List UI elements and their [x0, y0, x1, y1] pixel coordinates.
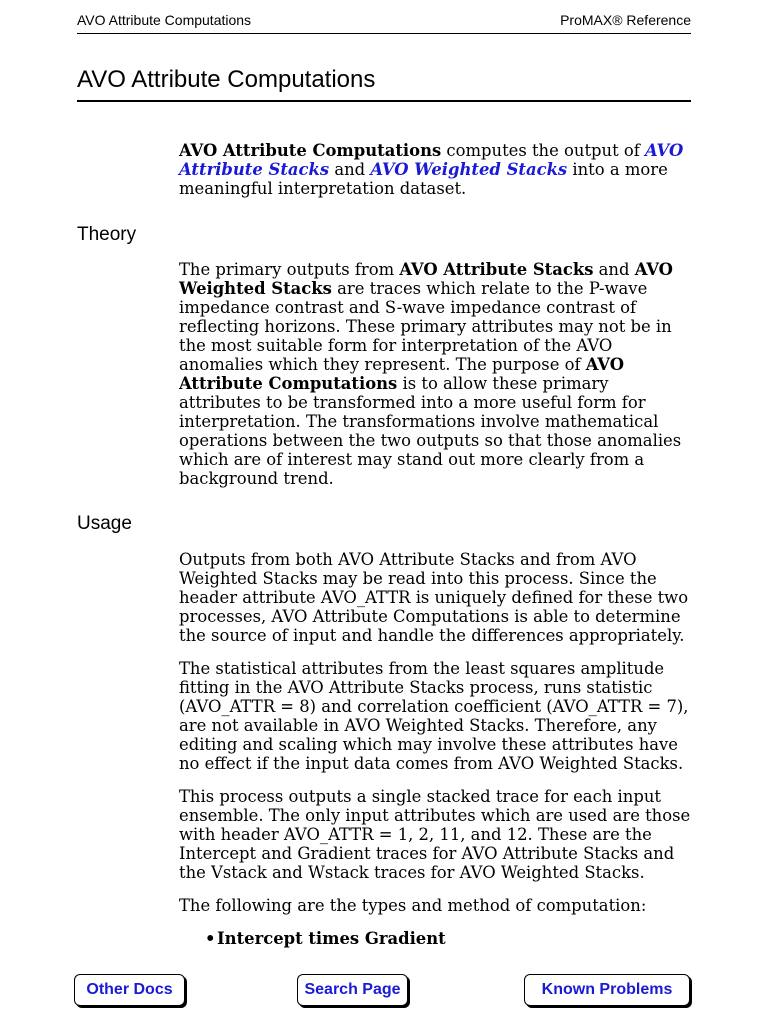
link-avo-attribute-stacks[interactable]: AVO Attribute Stacks [179, 141, 684, 179]
usage-paragraph-3: This process outputs a single stacked trace for each input ensemble. The only input attributes which are used are those with header AVO_ATTR = 1, 2, 11, and 12. These are the Intercept and Gradient traces for AVO Attribute Stacks and the Vstack and Wstack traces for AVO Weighted Stacks. [179, 787, 691, 882]
intro-text-3: into a more meaningful interpretation dataset. [179, 160, 668, 198]
search-page-button[interactable]: Search Page [297, 974, 408, 1006]
other-docs-button[interactable]: Other Docs [74, 974, 185, 1006]
usage-paragraph-1: Outputs from both AVO Attribute Stacks and from AVO Weighted Stacks may be read into this process. Since the header attribute AVO_ATTR is uniquely defined for these two processes, AVO Attribute Computations is able to determine the source of input and handle the differences appropriately. [179, 550, 689, 645]
usage-block [179, 550, 691, 962]
theory-block [179, 260, 691, 502]
theory-bold-weighted-stacks: AVO Weighted Stacks [179, 260, 673, 298]
theory-paragraph [179, 260, 691, 488]
usage-paragraph-4: The following are the types and method of computation: [179, 896, 647, 915]
bullet-item [179, 929, 691, 948]
header-doc-title: AVO Attribute Computations [77, 12, 252, 28]
bullet-intercept-times-gradient: Intercept times Gradient [217, 929, 446, 948]
section-heading-theory: Theory [77, 224, 137, 245]
intro-paragraph [179, 141, 691, 198]
theory-text-2: and [593, 260, 635, 279]
intro-text-1: computes the output of [441, 141, 646, 160]
intro-paragraph-block [179, 141, 691, 212]
usage-paragraph-2: The statistical attributes from the least squares amplitude fitting in the AVO Attribute Stacks process, runs statistic (AVO_ATTR = 8) and correlation coefficient (AVO_ATTR = 7), are not available in AVO Weighted Stacks. Therefore, any editing and scaling which may involve these attributes have no effect if the input data comes from AVO Weighted Stacks. [179, 659, 689, 773]
theory-bold-attribute-computations: AVO Attribute Computations [179, 355, 624, 393]
section-heading-usage: Usage [77, 513, 132, 534]
theory-bold-attribute-stacks: AVO Attribute Stacks [399, 260, 594, 279]
theory-text-4: is to allow these primary attributes to be transformed into a more useful form for interpretation. The transformations involve mathematical operations between the two outputs so that those anomalies which are of interest may stand out more clearly from a background trend. [179, 374, 682, 488]
page-title: AVO Attribute Computations [77, 64, 691, 102]
known-problems-button[interactable]: Known Problems [524, 974, 690, 1006]
intro-text-2: and [329, 160, 371, 179]
link-avo-weighted-stacks[interactable]: AVO Weighted Stacks [370, 160, 568, 179]
header-manual-name: ProMAX® Reference [560, 12, 691, 28]
intro-process-name: AVO Attribute Computations [179, 141, 442, 160]
running-header [77, 10, 691, 34]
bullet-dot: • [205, 929, 216, 948]
theory-text-1: The primary outputs from [179, 260, 400, 279]
theory-text-3: are traces which relate to the P-wave impedance contrast and S-wave impedance contrast of reflecting horizons. These primary attributes may not be in the most suitable form for interpretation of the AVO anomalies which they represent. The purpose of [179, 279, 672, 374]
